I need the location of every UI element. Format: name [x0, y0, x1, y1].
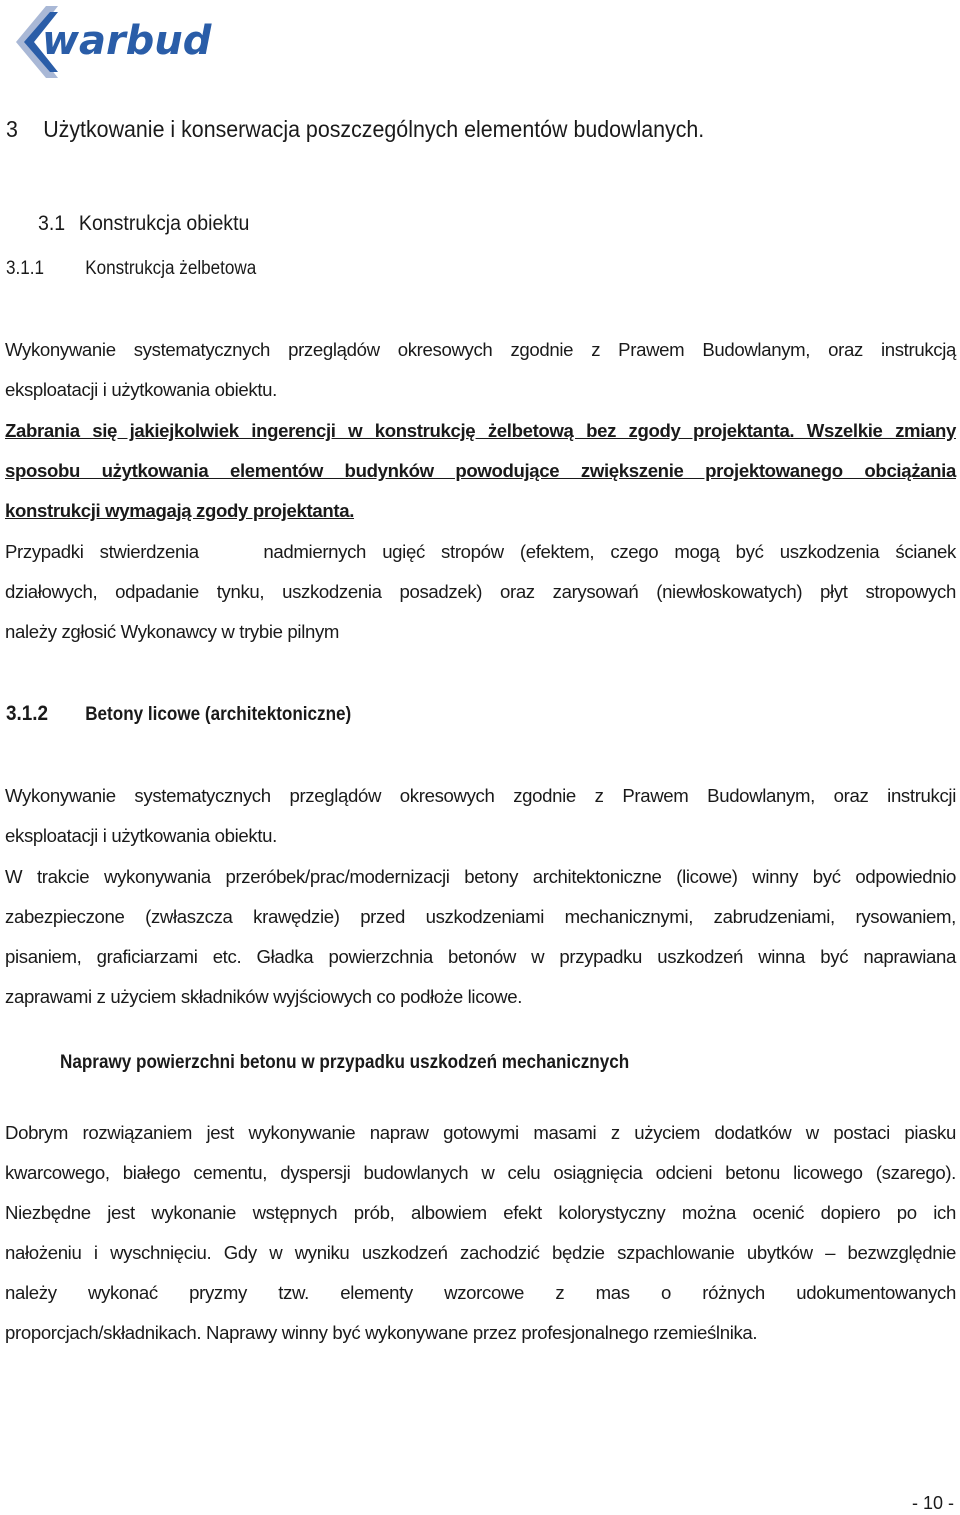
subsection-heading: [38, 212, 249, 236]
text-line: Wykonywanie systematycznych przeglądów okresowych zgodnie z Prawem Budowlanym, oraz instrukcją: [5, 339, 956, 360]
item1-title: Konstrukcja żelbetowa: [85, 258, 257, 279]
item1-prohibition: [5, 411, 956, 531]
item1-paragraph-2: [5, 532, 956, 652]
page-number: - 10 -: [911, 1493, 954, 1513]
text-line: Wykonywanie systematycznych przeglądów okresowych zgodnie z Prawem Budowlanym, oraz instrukcji: [5, 785, 956, 806]
text-line: sposobu użytkowania elementów budynków powodujące zwiększenie projektowanego obciążania: [5, 460, 956, 481]
subsection-title: Konstrukcja obiektu: [78, 212, 250, 235]
text-line: kwarcowego, białego cementu, dyspersji budowlanych w celu osiągnięcia odcieni betonu licowego (szarego).: [5, 1162, 956, 1183]
item1-paragraph-1: [5, 330, 956, 410]
text-line: Dobrym rozwiązaniem jest wykonywanie napraw gotowymi masami z użyciem dodatków w postaci piasku: [5, 1122, 956, 1143]
item2-title: Betony licowe (architektoniczne): [85, 704, 352, 725]
text-line: nałożeniu i wyschnięciu. Gdy w wyniku uszkodzeń zachodzić będzie szpachlowanie ubytków – bezwzględnie: [5, 1242, 956, 1263]
text-line: pisaniem, graficiarzami etc. Gładka powierzchnia betonów w przypadku uszkodzeń winna być naprawiana: [5, 946, 956, 967]
section-number: 3: [6, 116, 18, 142]
text-line: Zabrania się jakiejkolwiek ingerencji w konstrukcję żelbetową bez zgody projektanta. Wszelkie zmiany: [5, 420, 956, 441]
logo-wordmark: warbud: [42, 18, 212, 64]
text-line: działowych, odpadanie tynku, uszkodzenia posadzek) oraz zarysowań (niewłoskowatych) płyt stropowych: [5, 581, 956, 602]
text-line: eksploatacji i użytkowania obiektu.: [5, 825, 277, 846]
item2-paragraph-1: [5, 776, 956, 856]
text-line: W trakcie wykonywania przeróbek/prac/modernizacji betony architektoniczne (licowe) winny być odpowiednio: [5, 866, 956, 887]
section-heading: [6, 116, 704, 143]
text-line: zaprawami z użyciem składników wyjściowych co podłoże licowe.: [5, 986, 523, 1007]
item2-number: 3.1.2: [6, 702, 49, 725]
text-line: Niezbędne jest wykonanie wstępnych prób, albowiem efekt kolorystyczny można ocenić dopiero po ich: [5, 1202, 956, 1223]
subsection-number: 3.1: [38, 212, 66, 235]
item1-number: 3.1.1: [6, 258, 45, 279]
text-line: eksploatacji i użytkowania obiektu.: [5, 379, 277, 400]
text-line: proporcjach/składnikach. Naprawy winny być wykonywane przez profesjonalnego rzemieślnika.: [5, 1322, 758, 1343]
text-line: zabezpieczone (zwłaszcza krawędzie) przed uszkodzeniami mechanicznymi, zabrudzeniami, rysowaniem,: [5, 906, 956, 927]
item2-paragraph-2: [5, 857, 956, 1017]
item2-heading: [6, 702, 351, 726]
item1-heading: [6, 258, 256, 280]
repairs-heading: Naprawy powierzchni betonu w przypadku uszkodzeń mechanicznych: [60, 1052, 630, 1073]
repairs-paragraph: [5, 1113, 956, 1353]
warbud-logo: [8, 2, 248, 84]
text-line: Przypadki stwierdzenia nadmiernych ugięć stropów (efektem, czego mogą być uszkodzenia ścianek: [5, 541, 956, 562]
text-line: należy wykonać pryzmy tzw. elementy wzorcowe z mas o różnych udokumentowanych: [5, 1282, 956, 1303]
text-line: należy zgłosić Wykonawcy w trybie pilnym: [5, 621, 340, 642]
text-line: konstrukcji wymagają zgody projektanta.: [5, 500, 355, 521]
section-title: Użytkowanie i konserwacja poszczególnych elementów budowlanych.: [43, 116, 705, 142]
